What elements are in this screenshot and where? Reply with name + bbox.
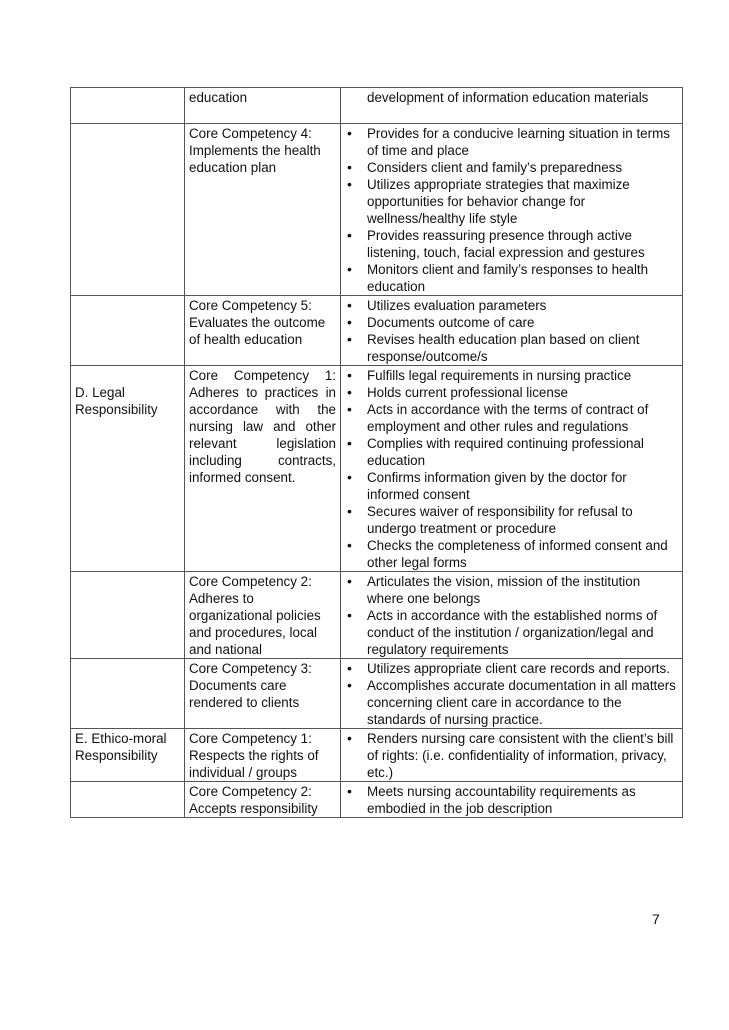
list-item: • Utilizes evaluation parameters bbox=[345, 297, 678, 314]
list-item: • Provides for a conducive learning situation in terms of time and place bbox=[345, 125, 678, 159]
list-item: • Utilizes appropriate strategies that maximize opportunities for behavior change for wellness/healthy life style bbox=[345, 176, 678, 227]
list-item: • Holds current professional license bbox=[345, 384, 678, 401]
list-item: • Articulates the vision, mission of the institution where one belongs bbox=[345, 573, 678, 607]
indicator-list bbox=[345, 367, 678, 571]
indicator-list bbox=[345, 660, 678, 728]
competency-cell: Core Competency 4: Implements the health education plan bbox=[185, 124, 341, 296]
list-item: • Checks the completeness of informed consent and other legal forms bbox=[345, 537, 678, 571]
list-item: • Acts in accordance with the terms of contract of employment and other rules and regulations bbox=[345, 401, 678, 435]
competency-cell: Core Competency 3: Documents care rendered to clients bbox=[185, 659, 341, 729]
table-row bbox=[71, 366, 683, 572]
list-item: • Acts in accordance with the established norms of conduct of the institution / organization/legal and regulatory requirements bbox=[345, 607, 678, 658]
area-cell bbox=[71, 659, 185, 729]
list-item: • Monitors client and family’s responses to health education bbox=[345, 261, 678, 295]
list-item: • Provides reassuring presence through active listening, touch, facial expression and gestures bbox=[345, 227, 678, 261]
indicators-cell bbox=[341, 782, 683, 818]
list-item: • Revises health education plan based on client response/outcome/s bbox=[345, 331, 678, 365]
indicators-cell bbox=[341, 88, 683, 124]
list-item: • Renders nursing care consistent with the client’s bill of rights: (i.e. confidentiality of information, privacy, etc.) bbox=[345, 730, 678, 781]
competency-cell: education bbox=[185, 88, 341, 124]
list-item: • Documents outcome of care bbox=[345, 314, 678, 331]
table-row bbox=[71, 296, 683, 366]
area-cell: D. Legal Responsibility bbox=[71, 366, 185, 572]
list-item: • Secures waiver of responsibility for refusal to undergo treatment or procedure bbox=[345, 503, 678, 537]
indicators-cell bbox=[341, 659, 683, 729]
competency-cell: Core Competency 2: Adheres to organizational policies and procedures, local and national bbox=[185, 572, 341, 659]
page-number: 7 bbox=[652, 911, 660, 927]
indicators-cell bbox=[341, 572, 683, 659]
competency-cell: Core Competency 1: Respects the rights of individual / groups bbox=[185, 729, 341, 782]
indicator-list bbox=[345, 125, 678, 295]
indicator-list bbox=[345, 297, 678, 365]
list-item: • Fulfills legal requirements in nursing practice bbox=[345, 367, 678, 384]
competency-cell: Core Competency 5: Evaluates the outcome of health education bbox=[185, 296, 341, 366]
area-cell bbox=[71, 572, 185, 659]
indicator-list bbox=[345, 783, 678, 817]
table-row bbox=[71, 782, 683, 818]
area-cell bbox=[71, 296, 185, 366]
list-item: • Meets nursing accountability requirements as embodied in the job description bbox=[345, 783, 678, 817]
indicator-list bbox=[345, 730, 678, 781]
list-item: • Confirms information given by the doctor for informed consent bbox=[345, 469, 678, 503]
continuation-text: development of information education materials bbox=[367, 90, 649, 105]
competency-table bbox=[70, 87, 683, 818]
area-cell bbox=[71, 124, 185, 296]
area-cell: E. Ethico-moral Responsibility bbox=[71, 729, 185, 782]
area-cell bbox=[71, 88, 185, 124]
table-row bbox=[71, 124, 683, 296]
table-row bbox=[71, 659, 683, 729]
indicator-list bbox=[345, 573, 678, 658]
indicators-cell bbox=[341, 296, 683, 366]
indicators-cell bbox=[341, 124, 683, 296]
competency-cell: Core Competency 2: Accepts responsibility bbox=[185, 782, 341, 818]
table-row bbox=[71, 88, 683, 124]
list-item: • Complies with required continuing professional education bbox=[345, 435, 678, 469]
table-row bbox=[71, 572, 683, 659]
table-row bbox=[71, 729, 683, 782]
list-item: • Utilizes appropriate client care records and reports. bbox=[345, 660, 678, 677]
list-item: • Considers client and family’s preparedness bbox=[345, 159, 678, 176]
area-cell bbox=[71, 782, 185, 818]
list-item: • Accomplishes accurate documentation in all matters concerning client care in accordance to the standards of nursing practice. bbox=[345, 677, 678, 728]
indicators-cell bbox=[341, 366, 683, 572]
competency-cell: Core Competency 1: Adheres to practices in accordance with the nursing law and other relevant legislation including contracts, informed consent. bbox=[185, 366, 341, 572]
indicators-cell bbox=[341, 729, 683, 782]
